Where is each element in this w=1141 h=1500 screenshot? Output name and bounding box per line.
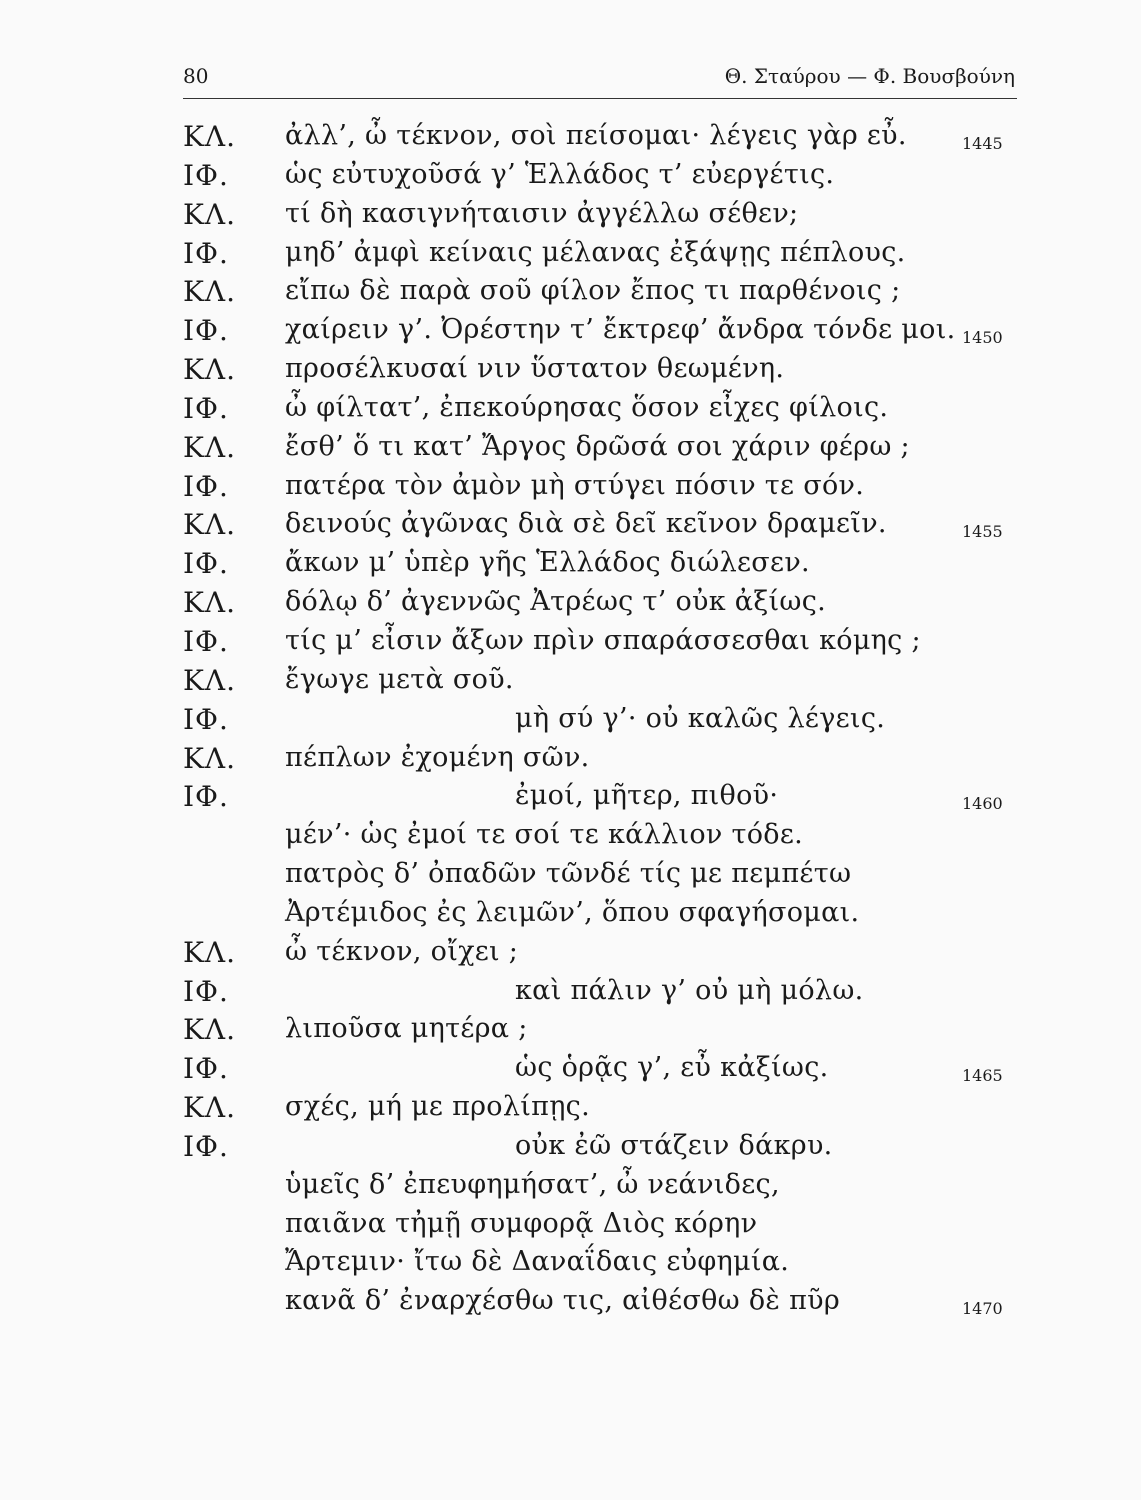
verse-line	[0, 196, 1141, 235]
verse-text: πέπλων ἐχομένη σῶν.	[285, 741, 590, 773]
speaker-label: ΚΛ.	[183, 586, 237, 620]
speaker-label: ΚΛ.	[183, 508, 237, 542]
speaker-label: ΚΛ.	[183, 430, 237, 464]
verse-text: μέν’· ὡς ἐμοί τε σοί τε κάλλιον τόδε.	[285, 819, 804, 851]
verse-text: δόλῳ δ’ ἀγεννῶς Ἀτρέως τ’ οὐκ ἀξίως.	[285, 586, 827, 618]
speaker-label: ΚΛ.	[183, 120, 237, 153]
speaker-label: ΙΦ.	[183, 1052, 229, 1086]
speaker-label: ΙΦ.	[183, 780, 229, 814]
verse-text: χαίρειν γ’. Ὀρέστην τ’ ἔκτρεφ’ ἄνδρα τόνδε μοι.	[285, 314, 956, 346]
verse-text: ἄκων μ’ ὑπὲρ γῆς Ἑλλάδος διώλεσεν.	[285, 547, 810, 579]
speaker-label: ΚΛ.	[183, 1013, 237, 1047]
verse-line	[0, 1128, 1141, 1167]
verse-line	[0, 1206, 1141, 1245]
verse-text: ἐμοί, μῆτερ, πιθοῦ·	[515, 780, 779, 812]
speaker-label: ΙΦ.	[183, 974, 229, 1008]
verse-text: ἔγωγε μετὰ σοῦ.	[285, 663, 514, 695]
verse-text: προσέλκυσαί νιν ὕστατον θεωμένη.	[285, 353, 785, 385]
speaker-label: ΚΛ.	[183, 197, 237, 231]
speaker-label: ΙΦ.	[183, 547, 229, 581]
verse-text: πατρὸς δ’ ὀπαδῶν τῶνδέ τίς με πεμπέτω	[285, 858, 852, 890]
verse-line	[0, 235, 1141, 274]
speaker-label: ΙΦ.	[183, 158, 229, 192]
verse-line	[0, 157, 1141, 196]
verse-line	[0, 778, 1141, 817]
speaker-label: ΚΛ.	[183, 663, 237, 697]
verse-text: Ἀρτέμιδος ἐς λειμῶν’, ὅπου σφαγήσομαι.	[285, 896, 860, 928]
verse-line	[0, 973, 1141, 1012]
line-number: 1450	[962, 328, 1003, 348]
speaker-label: ΙΦ.	[183, 391, 229, 425]
verse-text: ὑμεῖς δ’ ἐπευφημήσατ’, ὦ νεάνιδες,	[285, 1168, 780, 1200]
verse-text: παιᾶνα τἠμῇ συμφορᾷ Διὸς κόρην	[285, 1207, 758, 1239]
speaker-label: ΙΦ.	[183, 236, 229, 270]
verse-lines	[0, 118, 1141, 1322]
verse-line	[0, 1089, 1141, 1128]
verse-text: εἴπω δὲ παρὰ σοῦ φίλον ἔπος τι παρθένοις ;	[285, 275, 901, 307]
verse-text: ὦ φίλτατ’, ἐπεκούρησας ὅσον εἶχες φίλοις.	[285, 391, 889, 423]
speaker-label: ΚΛ.	[183, 353, 237, 387]
line-number: 1470	[962, 1299, 1003, 1319]
line-number: 1460	[962, 794, 1003, 814]
verse-line	[0, 1244, 1141, 1283]
speaker-label: ΙΦ.	[183, 314, 229, 348]
verse-line	[0, 351, 1141, 390]
verse-text: Ἄρτεμιν· ἴτω δὲ Δαναΐδαις εὐφημία.	[285, 1246, 790, 1278]
verse-line	[0, 740, 1141, 779]
verse-line	[0, 118, 1141, 157]
verse-line	[0, 856, 1141, 895]
verse-line	[0, 506, 1141, 545]
verse-text: τίς μ’ εἶσιν ἄξων πρὶν σπαράσσεσθαι κόμης ;	[285, 624, 921, 656]
verse-line	[0, 429, 1141, 468]
line-number: 1455	[962, 522, 1003, 542]
speaker-label: ΚΛ.	[183, 1091, 237, 1125]
verse-line	[0, 545, 1141, 584]
verse-text: δεινούς ἀγῶνας διὰ σὲ δεῖ κεῖνον δραμεῖν.	[285, 508, 887, 540]
verse-text: σχές, μή με προλίπῃς.	[285, 1091, 590, 1123]
verse-text: λιποῦσα μητέρα ;	[285, 1013, 528, 1045]
speaker-label: ΙΦ.	[183, 624, 229, 658]
verse-text: ὡς ὁρᾷς γ’, εὖ κἀξίως.	[515, 1052, 829, 1084]
verse-line	[0, 468, 1141, 507]
verse-line	[0, 1283, 1141, 1322]
verse-line	[0, 273, 1141, 312]
verse-text: καὶ πάλιν γ’ οὐ μὴ μόλω.	[515, 974, 864, 1006]
verse-text: πατέρα τὸν ἀμὸν μὴ στύγει πόσιν τε σόν.	[285, 469, 865, 501]
speaker-label: ΚΛ.	[183, 275, 237, 309]
verse-line	[0, 584, 1141, 623]
verse-text: κανᾶ δ’ ἐναρχέσθω τις, αἰθέσθω δὲ πῦρ	[285, 1285, 841, 1317]
verse-text: οὐκ ἐῶ στάζειν δάκρυ.	[515, 1129, 833, 1161]
verse-line	[0, 895, 1141, 934]
verse-line	[0, 1167, 1141, 1206]
verse-text: ὡς εὐτυχοῦσά γ’ Ἑλλάδος τ’ εὐεργέτις.	[285, 158, 835, 190]
speaker-label: ΚΛ.	[183, 935, 237, 969]
page-number: 80	[183, 64, 209, 88]
verse-line	[0, 312, 1141, 351]
running-head: Θ. Σταύρου — Φ. Βουσβούνη	[724, 64, 1015, 88]
verse-text: μηδ’ ἀμφὶ κείναις μέλανας ἐξάψῃς πέπλους.	[285, 236, 906, 268]
verse-line	[0, 623, 1141, 662]
speaker-label: ΙΦ.	[183, 1129, 229, 1163]
verse-line	[0, 934, 1141, 973]
line-number: 1465	[962, 1066, 1003, 1086]
verse-text: ἀλλ’, ὦ τέκνον, σοὶ πείσομαι· λέγεις γὰρ εὖ.	[285, 120, 907, 151]
page-header	[183, 58, 1017, 99]
verse-text: ἔσθ’ ὅ τι κατ’ Ἄργος δρῶσά σοι χάριν φέρω ;	[285, 430, 910, 462]
speaker-label: ΙΦ.	[183, 702, 229, 736]
verse-line	[0, 1011, 1141, 1050]
verse-line	[0, 390, 1141, 429]
verse-line	[0, 1050, 1141, 1089]
line-number: 1445	[962, 134, 1003, 153]
speaker-label: ΙΦ.	[183, 469, 229, 503]
verse-line	[0, 662, 1141, 701]
speaker-label: ΚΛ.	[183, 741, 237, 775]
verse-text: τί δὴ κασιγνήταισιν ἀγγέλλω σέθεν;	[285, 197, 799, 229]
verse-line	[0, 701, 1141, 740]
verse-text: ὦ τέκνον, οἴχει ;	[285, 935, 519, 967]
verse-line	[0, 817, 1141, 856]
verse-text: μὴ σύ γ’· οὐ καλῶς λέγεις.	[515, 702, 886, 734]
